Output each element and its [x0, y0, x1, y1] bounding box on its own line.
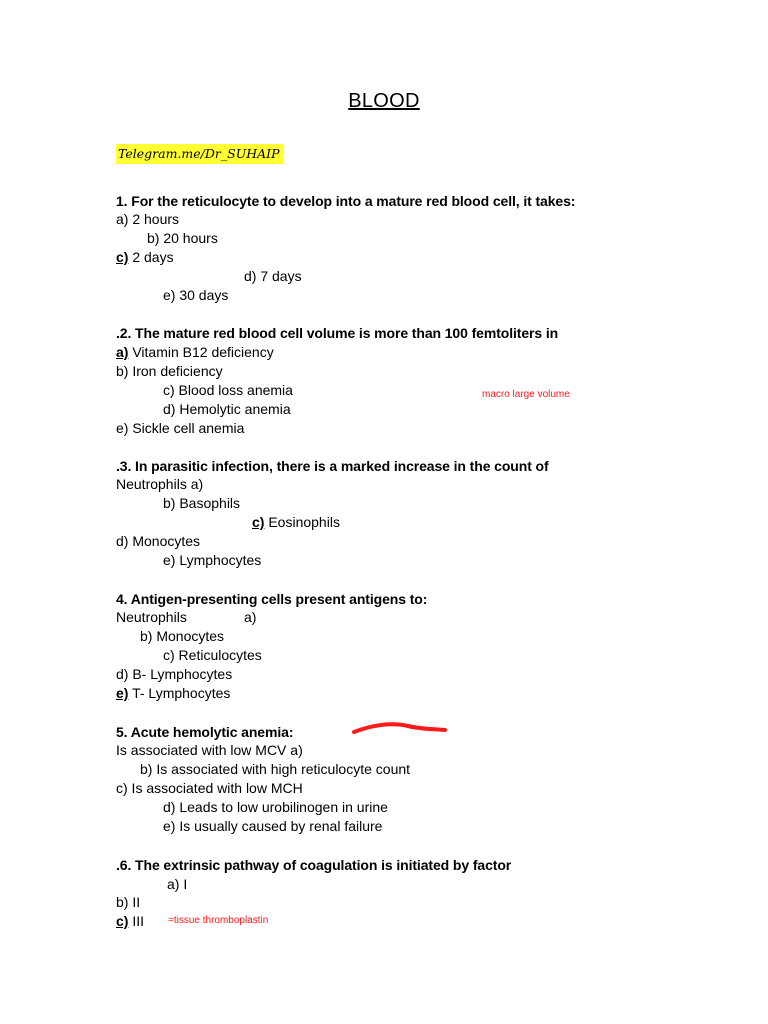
q1-option-d: d) 7 days	[244, 268, 302, 284]
q6-annotation: =tissue thromboplastin	[168, 915, 269, 926]
q5-option-d: d) Leads to low urobilinogen in urine	[163, 799, 388, 815]
question-2: .2. The mature red blood cell volume is more than 100 femtoliters in	[116, 325, 559, 341]
q1-option-b: b) 20 hours	[147, 230, 218, 246]
q5-option-b: b) Is associated with high reticulocyte count	[140, 761, 411, 777]
q6-option-b: b) II	[116, 894, 141, 910]
q4-answer-marker: e)	[116, 685, 129, 701]
q2-option-d: d) Hemolytic anemia	[163, 401, 291, 417]
question-1: 1. For the reticulocyte to develop into a mature red blood cell, it takes:	[116, 193, 576, 209]
q4-option-e-text: T- Lymphocytes	[128, 685, 231, 701]
question-4: 4. Antigen-presenting cells present antigens to:	[116, 591, 428, 607]
q6-answer-marker: c)	[116, 913, 129, 929]
red-pen-mark	[350, 718, 450, 740]
q2-option-a-text: Vitamin B12 deficiency	[128, 344, 274, 360]
q4-option-c: c) Reticulocytes	[163, 647, 262, 663]
q6-option-c	[116, 912, 144, 930]
q4-option-a-letter: a)	[244, 609, 257, 625]
q5-option-a: Is associated with low MCV a)	[116, 742, 303, 758]
q1-option-a: a) 2 hours	[116, 211, 180, 227]
q3-option-a: Neutrophils a)	[116, 476, 204, 492]
q4-option-b: b) Monocytes	[140, 628, 225, 644]
q3-answer-marker: c)	[252, 514, 265, 530]
q1-option-e: e) 30 days	[163, 287, 229, 303]
q4-option-d: d) B- Lymphocytes	[116, 666, 233, 682]
q3-option-c	[252, 513, 340, 531]
q3-option-d: d) Monocytes	[116, 533, 201, 549]
q2-option-b: b) Iron deficiency	[116, 363, 223, 379]
question-3: .3. In parasitic infection, there is a marked increase in the count of	[116, 458, 549, 474]
q6-option-a: a) I	[167, 876, 188, 892]
q1-option-c	[116, 248, 174, 266]
q2-annotation: macro large volume	[482, 389, 570, 400]
q4-option-e	[116, 684, 230, 702]
q5-option-c: c) Is associated with low MCH	[116, 780, 303, 796]
q2-option-e: e) Sickle cell anemia	[116, 420, 245, 436]
q1-option-c-text: 2 days	[128, 249, 174, 265]
q2-option-c: c) Blood loss anemia	[163, 382, 293, 398]
question-6: .6. The extrinsic pathway of coagulation is initiated by factor	[116, 857, 512, 873]
q6-option-c-text: III	[128, 913, 145, 929]
q3-option-e: e) Lymphocytes	[163, 552, 262, 568]
q3-option-b: b) Basophils	[163, 495, 241, 511]
q2-answer-marker: a)	[116, 344, 129, 360]
q2-option-a	[116, 343, 274, 361]
page-title: BLOOD	[348, 90, 420, 112]
q1-answer-marker: c)	[116, 249, 129, 265]
q5-option-e: e) Is usually caused by renal failure	[163, 818, 383, 834]
q4-option-a-word: Neutrophils	[116, 609, 187, 625]
question-5: 5. Acute hemolytic anemia:	[116, 724, 294, 740]
q3-option-c-text: Eosinophils	[264, 514, 340, 530]
telegram-tag: Telegram.me/Dr_SUHAIP	[116, 144, 283, 164]
